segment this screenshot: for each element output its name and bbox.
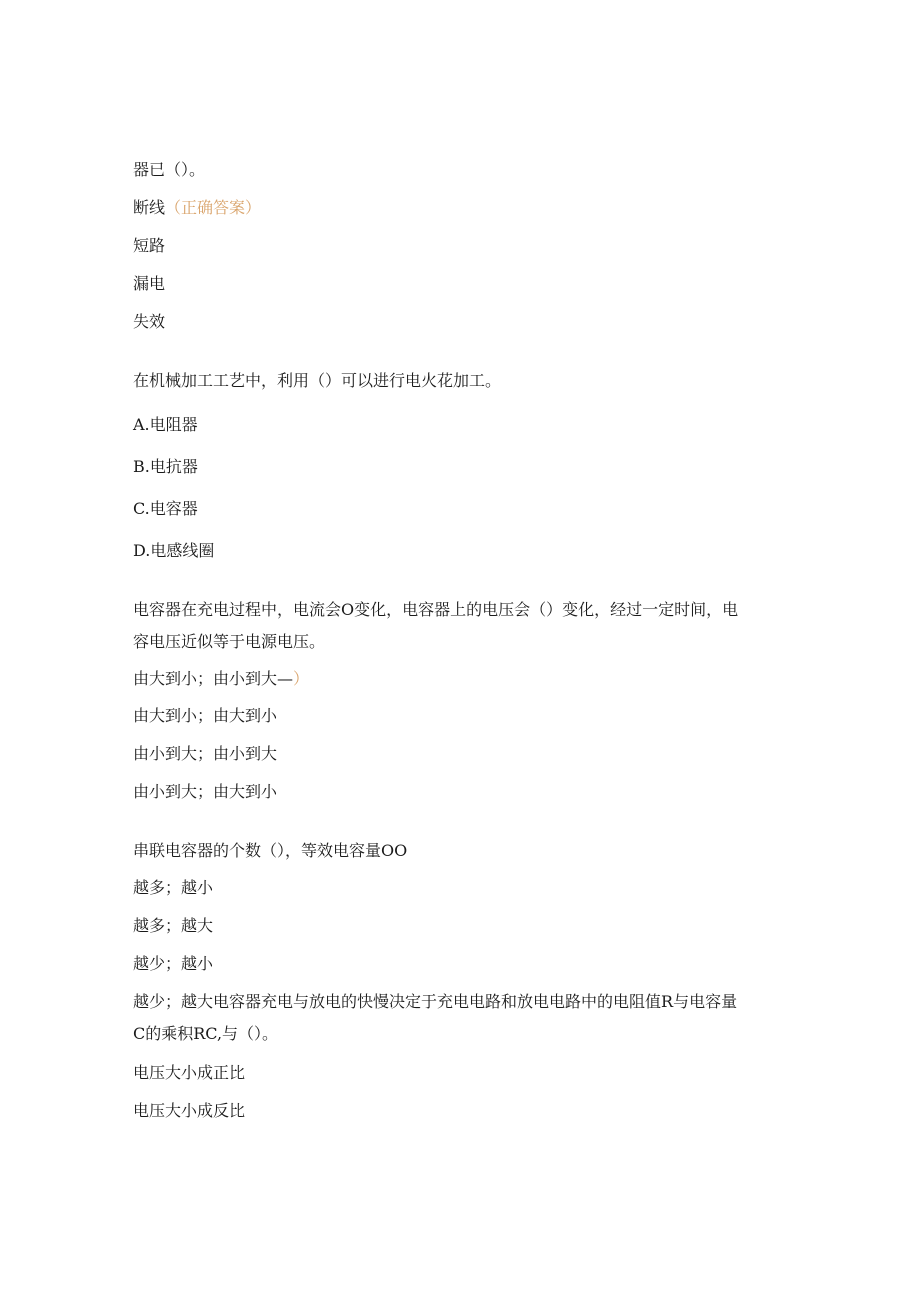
question-stem: 器已（）。 <box>133 160 206 179</box>
option: 越少；越小 <box>133 954 214 973</box>
option-with-next-stem <box>133 992 737 1012</box>
option: 漏电 <box>133 274 166 293</box>
correct-answer-tag: （正确答案） <box>165 198 262 217</box>
question-stem: 电容器充电与放电的快慢决定于充电电路和放电电路中的电阻值R与电容量 <box>213 992 738 1011</box>
option: 越多；越大 <box>133 916 214 935</box>
question-stem-continued: 容电压近似等于电源电压。 <box>133 632 326 651</box>
option <box>133 669 309 689</box>
question-stem: 串联电容器的个数（），等效电容量OO <box>133 841 408 860</box>
option: 电压大小成正比 <box>133 1063 246 1082</box>
option: B.电抗器 <box>133 457 198 476</box>
option: 由小到大；由小到大 <box>133 744 278 763</box>
option-label: 由大到小；由小到大— <box>133 669 294 688</box>
option-tail: ） <box>293 669 310 688</box>
question-stem-continued: C的乘积RC,与（）。 <box>133 1024 279 1043</box>
option: 由小到大；由大到小 <box>133 782 278 801</box>
option: 由大到小；由大到小 <box>133 706 278 725</box>
option: A.电阻器 <box>133 415 198 434</box>
option: 短路 <box>133 236 166 255</box>
question-stem: 电容器在充电过程中，电流会O变化，电容器上的电压会（）变化，经过一定时间，电 <box>133 600 739 619</box>
option-label: 越少；越大 <box>133 992 214 1011</box>
option: 失效 <box>133 312 166 331</box>
option: 越多；越小 <box>133 878 214 897</box>
option: 电压大小成反比 <box>133 1101 246 1120</box>
question-stem: 在机械加工工艺中，利用（）可以进行电火花加工。 <box>133 371 502 390</box>
option-correct <box>133 198 261 218</box>
option: C.电容器 <box>133 499 198 518</box>
option-label: 断线 <box>133 198 166 217</box>
option: D.电感线圈 <box>133 541 215 560</box>
